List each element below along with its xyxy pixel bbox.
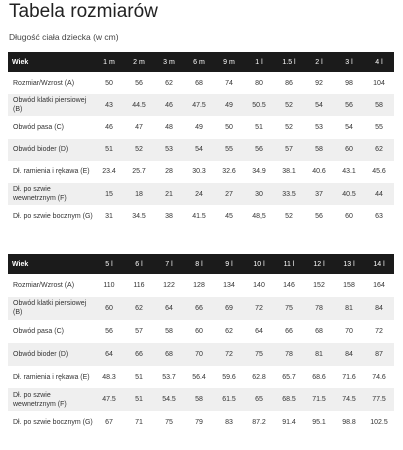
- table-cell: 34.9: [252, 168, 266, 176]
- row-label: Obwód bioder (D): [8, 343, 94, 366]
- header-cell-age: 6 m: [184, 52, 214, 72]
- header-cell-age: 2 l: [304, 52, 334, 72]
- table-cell: 72: [214, 343, 244, 366]
- table-cell: 50: [225, 123, 233, 131]
- table-cell: 60: [195, 327, 203, 335]
- table-row: [8, 274, 394, 297]
- table-row: [8, 205, 394, 227]
- table-cell: 80: [255, 79, 263, 87]
- row-label: Dł. po szwie bocznym (G): [13, 419, 93, 427]
- table-cell: 44.5: [124, 94, 154, 116]
- table-cell: 128: [193, 281, 205, 289]
- table-cell: 27: [214, 183, 244, 205]
- table-cell: 30: [244, 183, 274, 205]
- table-header-row: [8, 52, 394, 72]
- header-cell-age: 2 m: [124, 52, 154, 72]
- table-cell: 58: [184, 388, 214, 411]
- table-cell: 64: [94, 343, 124, 366]
- table-cell: 74.6: [372, 373, 386, 381]
- header-cell-wiek: Wiek: [8, 254, 94, 274]
- table-cell: 83: [225, 419, 233, 427]
- table-cell: 51: [135, 373, 143, 381]
- table-cell: 53: [154, 139, 184, 161]
- table-cell: 34.5: [132, 212, 146, 220]
- table-cell: 104: [373, 79, 385, 87]
- header-cell-age: 9 l: [214, 254, 244, 274]
- table-cell: 102.5: [370, 419, 388, 427]
- row-label: Dł. po szwie wewnetrznym (F): [8, 388, 94, 411]
- header-cell-age: 8 l: [184, 254, 214, 274]
- row-label: Obwód klatki piersiowej (B): [8, 94, 94, 116]
- table-cell: 48.3: [102, 373, 116, 381]
- table-cell: 81: [304, 343, 334, 366]
- header-cell-age: 3 l: [334, 52, 364, 72]
- table-cell: 65.7: [282, 373, 296, 381]
- table-cell: 68: [154, 343, 184, 366]
- table-cell: 62.8: [252, 373, 266, 381]
- table-cell: 28: [165, 168, 173, 176]
- table-cell: 46: [105, 123, 113, 131]
- table-cell: 55: [214, 139, 244, 161]
- table-cell: 49: [195, 123, 203, 131]
- table-cell: 70: [345, 327, 353, 335]
- header-cell-age: 1.5 l: [274, 52, 304, 72]
- table-cell: 68: [195, 79, 203, 87]
- table-cell: 52: [285, 123, 293, 131]
- table-cell: 54: [184, 139, 214, 161]
- table-cell: 98.8: [342, 419, 356, 427]
- table-cell: 53.7: [162, 373, 176, 381]
- table-row: [8, 72, 394, 94]
- table-cell: 158: [343, 281, 355, 289]
- table-cell: 18: [124, 183, 154, 205]
- table-row: [8, 366, 394, 389]
- table-cell: 66: [285, 327, 293, 335]
- table-cell: 43: [94, 94, 124, 116]
- table-cell: 91.4: [282, 419, 296, 427]
- page-title: Tabela rozmiarów: [9, 1, 158, 22]
- table-cell: 78: [304, 297, 334, 320]
- table-cell: 134: [223, 281, 235, 289]
- table-cell: 72: [244, 297, 274, 320]
- table-cell: 43.1: [342, 168, 356, 176]
- table-row: [8, 388, 394, 411]
- table-cell: 57: [274, 139, 304, 161]
- table-row: [8, 183, 394, 205]
- table-cell: 110: [103, 281, 115, 289]
- table-cell: 32.6: [222, 168, 236, 176]
- table-cell: 52: [274, 94, 304, 116]
- table-cell: 40.5: [334, 183, 364, 205]
- table-cell: 74: [225, 79, 233, 87]
- table-cell: 146: [283, 281, 295, 289]
- table-cell: 23.4: [102, 168, 116, 176]
- table-cell: 51: [94, 139, 124, 161]
- table-cell: 54.5: [154, 388, 184, 411]
- table-cell: 68.6: [312, 373, 326, 381]
- table-cell: 69: [214, 297, 244, 320]
- header-cell-age: 13 l: [334, 254, 364, 274]
- table-cell: 63: [375, 212, 383, 220]
- table-cell: 49: [214, 94, 244, 116]
- table-cell: 56: [244, 139, 274, 161]
- header-cell-wiek: Wiek: [8, 52, 94, 72]
- table-cell: 25.7: [132, 168, 146, 176]
- table-cell: 164: [373, 281, 385, 289]
- table-cell: 62: [225, 327, 233, 335]
- table-cell: 98: [345, 79, 353, 87]
- table-header-row: [8, 254, 394, 274]
- table-cell: 60: [345, 212, 353, 220]
- table-row: [8, 116, 394, 138]
- header-cell-age: 14 l: [364, 254, 394, 274]
- table-cell: 79: [195, 419, 203, 427]
- table-cell: 65: [244, 388, 274, 411]
- header-cell-age: 4 l: [364, 52, 394, 72]
- row-label: Dł. ramienia i rękawa (E): [13, 168, 90, 176]
- table-cell: 56: [105, 327, 113, 335]
- table-cell: 31: [105, 212, 113, 220]
- page-subtitle: Długość ciała dziecka (w cm): [9, 32, 119, 42]
- header-cell-age: 9 m: [214, 52, 244, 72]
- table-cell: 41.5: [192, 212, 206, 220]
- table-cell: 152: [313, 281, 325, 289]
- table-cell: 75: [165, 419, 173, 427]
- table-cell: 50.5: [244, 94, 274, 116]
- table-cell: 62: [364, 139, 394, 161]
- table-cell: 56: [334, 94, 364, 116]
- row-label: Rozmiar/Wzrost (A): [13, 79, 75, 87]
- table-cell: 56.4: [192, 373, 206, 381]
- table-cell: 70: [184, 343, 214, 366]
- row-label: Obwód pasa (C): [13, 327, 64, 335]
- table-cell: 75: [274, 297, 304, 320]
- table-cell: 64: [154, 297, 184, 320]
- table-cell: 52: [285, 212, 293, 220]
- table-cell: 38: [165, 212, 173, 220]
- table-cell: 46: [154, 94, 184, 116]
- table-cell: 72: [375, 327, 383, 335]
- table-cell: 86: [285, 79, 293, 87]
- table-cell: 44: [364, 183, 394, 205]
- table-row: [8, 161, 394, 183]
- table-cell: 68.5: [274, 388, 304, 411]
- header-cell-age: 1 l: [244, 52, 274, 72]
- table-cell: 30.3: [192, 168, 206, 176]
- table-cell: 38.1: [282, 168, 296, 176]
- table-cell: 58: [165, 327, 173, 335]
- table-cell: 47.5: [94, 388, 124, 411]
- table-cell: 24: [184, 183, 214, 205]
- row-label: Dł. ramienia i rękawa (E): [13, 373, 90, 381]
- table-cell: 71.6: [342, 373, 356, 381]
- header-cell-age: 5 l: [94, 254, 124, 274]
- table-cell: 51: [124, 388, 154, 411]
- table-cell: 71: [135, 419, 143, 427]
- table-cell: 15: [94, 183, 124, 205]
- table-cell: 140: [253, 281, 265, 289]
- table-cell: 50: [105, 79, 113, 87]
- table-cell: 92: [315, 79, 323, 87]
- table-cell: 48: [165, 123, 173, 131]
- table-cell: 66: [124, 343, 154, 366]
- table-cell: 57: [135, 327, 143, 335]
- table-cell: 61.5: [214, 388, 244, 411]
- table-cell: 87.2: [252, 419, 266, 427]
- table-cell: 71.5: [304, 388, 334, 411]
- table-cell: 78: [274, 343, 304, 366]
- table-cell: 54: [304, 94, 334, 116]
- row-label: Dł. po szwie bocznym (G): [13, 212, 93, 220]
- header-cell-age: 7 l: [154, 254, 184, 274]
- row-label: Obwód bioder (D): [8, 139, 94, 161]
- table-cell: 47: [135, 123, 143, 131]
- table-row: [8, 320, 394, 343]
- table-cell: 84: [364, 297, 394, 320]
- table-row: [8, 411, 394, 434]
- table-cell: 74.5: [334, 388, 364, 411]
- table-cell: 62: [124, 297, 154, 320]
- table-cell: 95.1: [312, 419, 326, 427]
- header-cell-age: 12 l: [304, 254, 334, 274]
- table-cell: 68: [315, 327, 323, 335]
- header-cell-age: 6 l: [124, 254, 154, 274]
- row-label: Dł. po szwie wewnetrznym (F): [8, 183, 94, 205]
- table-cell: 64: [255, 327, 263, 335]
- header-cell-age: 3 m: [154, 52, 184, 72]
- header-cell-age: 11 l: [274, 254, 304, 274]
- table-cell: 56: [135, 79, 143, 87]
- table-cell: 40.6: [312, 168, 326, 176]
- table-cell: 37: [304, 183, 334, 205]
- table-cell: 60: [334, 139, 364, 161]
- table-cell: 48,5: [252, 212, 266, 220]
- table-cell: 58: [364, 94, 394, 116]
- table-cell: 33.5: [274, 183, 304, 205]
- table-cell: 87: [364, 343, 394, 366]
- table-cell: 116: [133, 281, 145, 289]
- row-label: Obwód klatki piersiowej (B): [8, 297, 94, 320]
- table-cell: 47.5: [184, 94, 214, 116]
- row-label: Rozmiar/Wzrost (A): [13, 281, 75, 289]
- table-cell: 54: [345, 123, 353, 131]
- table-cell: 55: [375, 123, 383, 131]
- table-cell: 77.5: [364, 388, 394, 411]
- size-table-infant: [8, 52, 394, 227]
- table-row: [8, 94, 394, 116]
- table-cell: 58: [304, 139, 334, 161]
- table-cell: 75: [244, 343, 274, 366]
- header-cell-age: 10 l: [244, 254, 274, 274]
- table-cell: 51: [255, 123, 263, 131]
- table-cell: 66: [184, 297, 214, 320]
- table-cell: 59.6: [222, 373, 236, 381]
- table-cell: 122: [163, 281, 175, 289]
- table-cell: 67: [105, 419, 113, 427]
- table-cell: 62: [165, 79, 173, 87]
- table-cell: 60: [94, 297, 124, 320]
- table-cell: 84: [334, 343, 364, 366]
- table-row: [8, 297, 394, 320]
- table-cell: 45.6: [372, 168, 386, 176]
- table-row: [8, 343, 394, 366]
- table-row: [8, 139, 394, 161]
- size-table-child: [8, 254, 394, 434]
- table-cell: 52: [124, 139, 154, 161]
- table-cell: 81: [334, 297, 364, 320]
- row-label: Obwód pasa (C): [13, 123, 64, 131]
- table-cell: 53: [315, 123, 323, 131]
- table-cell: 21: [154, 183, 184, 205]
- table-cell: 45: [225, 212, 233, 220]
- table-cell: 56: [315, 212, 323, 220]
- header-cell-age: 1 m: [94, 52, 124, 72]
